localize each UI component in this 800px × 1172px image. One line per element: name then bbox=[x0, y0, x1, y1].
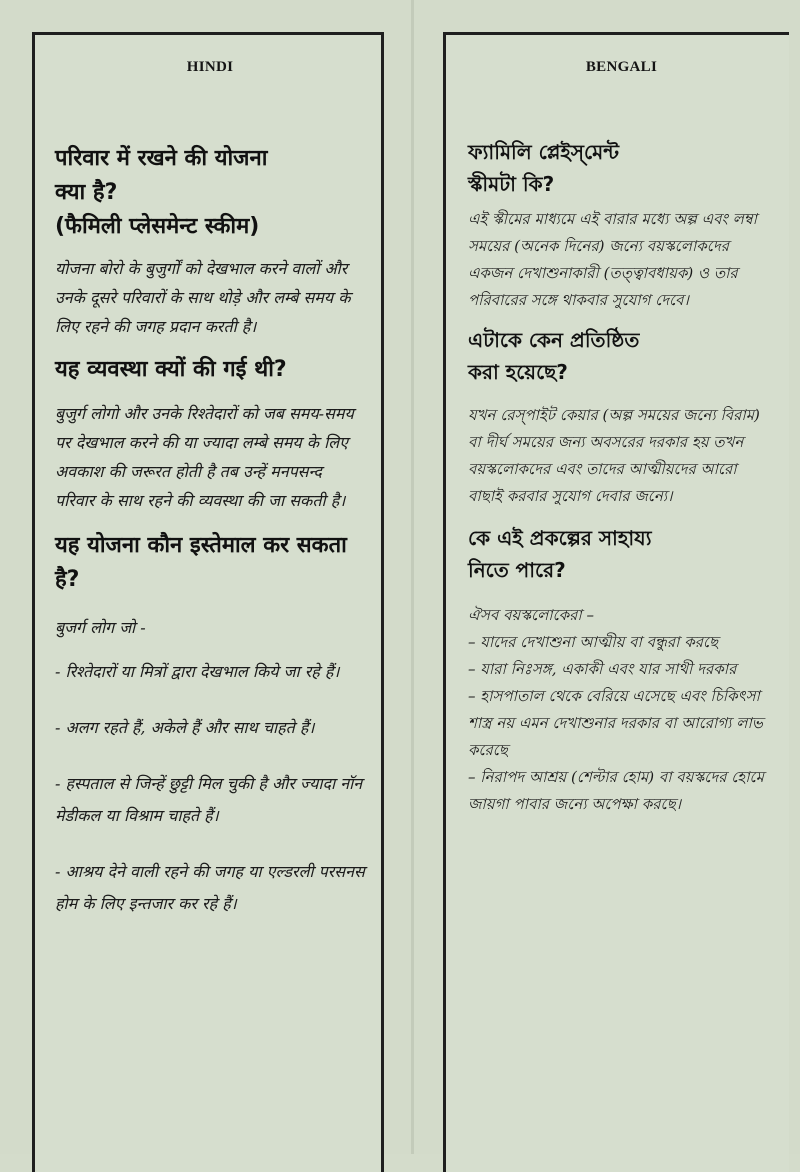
hindi-panel bbox=[32, 32, 384, 1172]
bengali-q3-list bbox=[468, 602, 775, 818]
hindi-q1-body: योजना बोरो के बुजुर्गों को देखभाल करने वालों और उनके दूसरे परिवारों के साथ थोड़े और लम्बे समय के लिए रहने की जगह प्रदान करती है। bbox=[55, 259, 351, 336]
bengali-panel bbox=[443, 32, 789, 1172]
bengali-q2-line2: করা হয়েছে? bbox=[468, 360, 568, 384]
bengali-q3-heading bbox=[468, 522, 775, 586]
bengali-q1-line1: ফ্যামিলি প্লেইস্‌মেন্ট bbox=[468, 140, 619, 164]
bengali-q3-line: – যাদের দেখাশুনা আত্মীয় বা বন্ধুরা করছে bbox=[468, 633, 719, 651]
hindi-q3-intro: बुजर्ग लोग जो - bbox=[55, 618, 146, 637]
page-fold bbox=[411, 0, 414, 1154]
hindi-q3-item: - अलग रहते हैं, अकेले हैं और साथ चाहते हैं। bbox=[55, 718, 315, 737]
hindi-q3-item: - आश्रय देने वाली रहने की जगह या एल्डरली परसनस होम के लिए इन्तजार कर रहे हैं। bbox=[55, 862, 365, 913]
bengali-q1-body: এই স্কীমের মাধ্যমে এই বারার মধ্যে অল্প এবং লম্বা সময়ের (অনেক দিনের) জন্যে বয়স্কলোকদের একজন দেখাশুনাকারী (তত্ত্বাবধায়ক) ও তার পরিবারের সঙ্গে থাকবার সুযোগ দেবে। bbox=[468, 210, 758, 309]
bengali-q3-line: – নিরাপদ আশ্রয় (শেল্টার হোম) বা বয়স্কদের হোমে জায়গা পাবার জন্যে অপেক্ষা করছে। bbox=[468, 768, 764, 813]
bengali-q1-heading bbox=[468, 136, 775, 200]
bengali-q2-heading bbox=[468, 324, 775, 388]
bengali-q1-line2: স্কীমটা কি? bbox=[468, 172, 555, 196]
hindi-q1-heading bbox=[55, 142, 365, 244]
hindi-q1-line1: परिवार में रखने की योजना bbox=[55, 146, 268, 171]
bengali-q3-line2: নিতে পারে? bbox=[468, 558, 566, 582]
bengali-q2-line1: এটাকে কেন প্রতিষ্ঠিত bbox=[468, 328, 640, 352]
hindi-q3-item: - रिश्तेदारों या मित्रों द्वारा देखभाल किये जा रहे हैं। bbox=[55, 662, 340, 681]
bengali-q2-body: যখন রেস্‌পাইট কেয়ার (অল্প সময়ের জন্যে বিরাম) বা দীর্ঘ সময়ের জন্য অবসরের দরকার হয় তখন বয়স্কলোকদের এবং তাদের আত্মীয়দের আরো বাছাই করবার সুযোগ দেবার জন্যে। bbox=[468, 406, 760, 505]
hindi-q3-item: - हस्पताल से जिन्हें छुट्टी मिल चुकी है और ज्यादा नॉन मेडीकल या विश्राम चाहते हैं। bbox=[55, 774, 363, 825]
hindi-q1-line2: क्या है? bbox=[55, 180, 118, 205]
bengali-q3-line: – যারা নিঃসঙ্গ, একাকী এবং যার সাথী দরকার bbox=[468, 660, 737, 678]
bengali-q3-line1: কে এই প্রকল্পের সাহায্য bbox=[468, 526, 652, 550]
bengali-q3-line: – হাসপাতাল থেকে বেরিয়ে এসেছে এবং চিকিৎসা শাস্ত্র নয় এমন দেখাশুনার দরকার বা আরোগ্য লাভ করেছে bbox=[468, 687, 763, 759]
hindi-q1-line3: (फैमिली प्लेसमेन्ट स्कीम) bbox=[55, 214, 260, 239]
bengali-q3-line: ঐসব বয়স্কলোকেরা – bbox=[468, 606, 595, 624]
hindi-q2-body: बुजुर्ग लोगो और उनके रिश्तेदारों को जब समय-समय पर देखभाल करने की या ज्यादा लम्बे समय के लिए अवकाश की जरूरत होती है तब उन्हें मनपसन्द परिवार के साथ रहने की व्यवस्था की जा सकती है। bbox=[55, 404, 354, 510]
bengali-language-label: BENGALI bbox=[585, 59, 658, 75]
hindi-q3-heading: यह योजना कौन इस्तेमाल कर सकता है? bbox=[55, 533, 347, 592]
hindi-language-label: HINDI bbox=[186, 59, 234, 75]
hindi-q2-heading: यह व्यवस्था क्यों की गई थी? bbox=[55, 357, 287, 382]
